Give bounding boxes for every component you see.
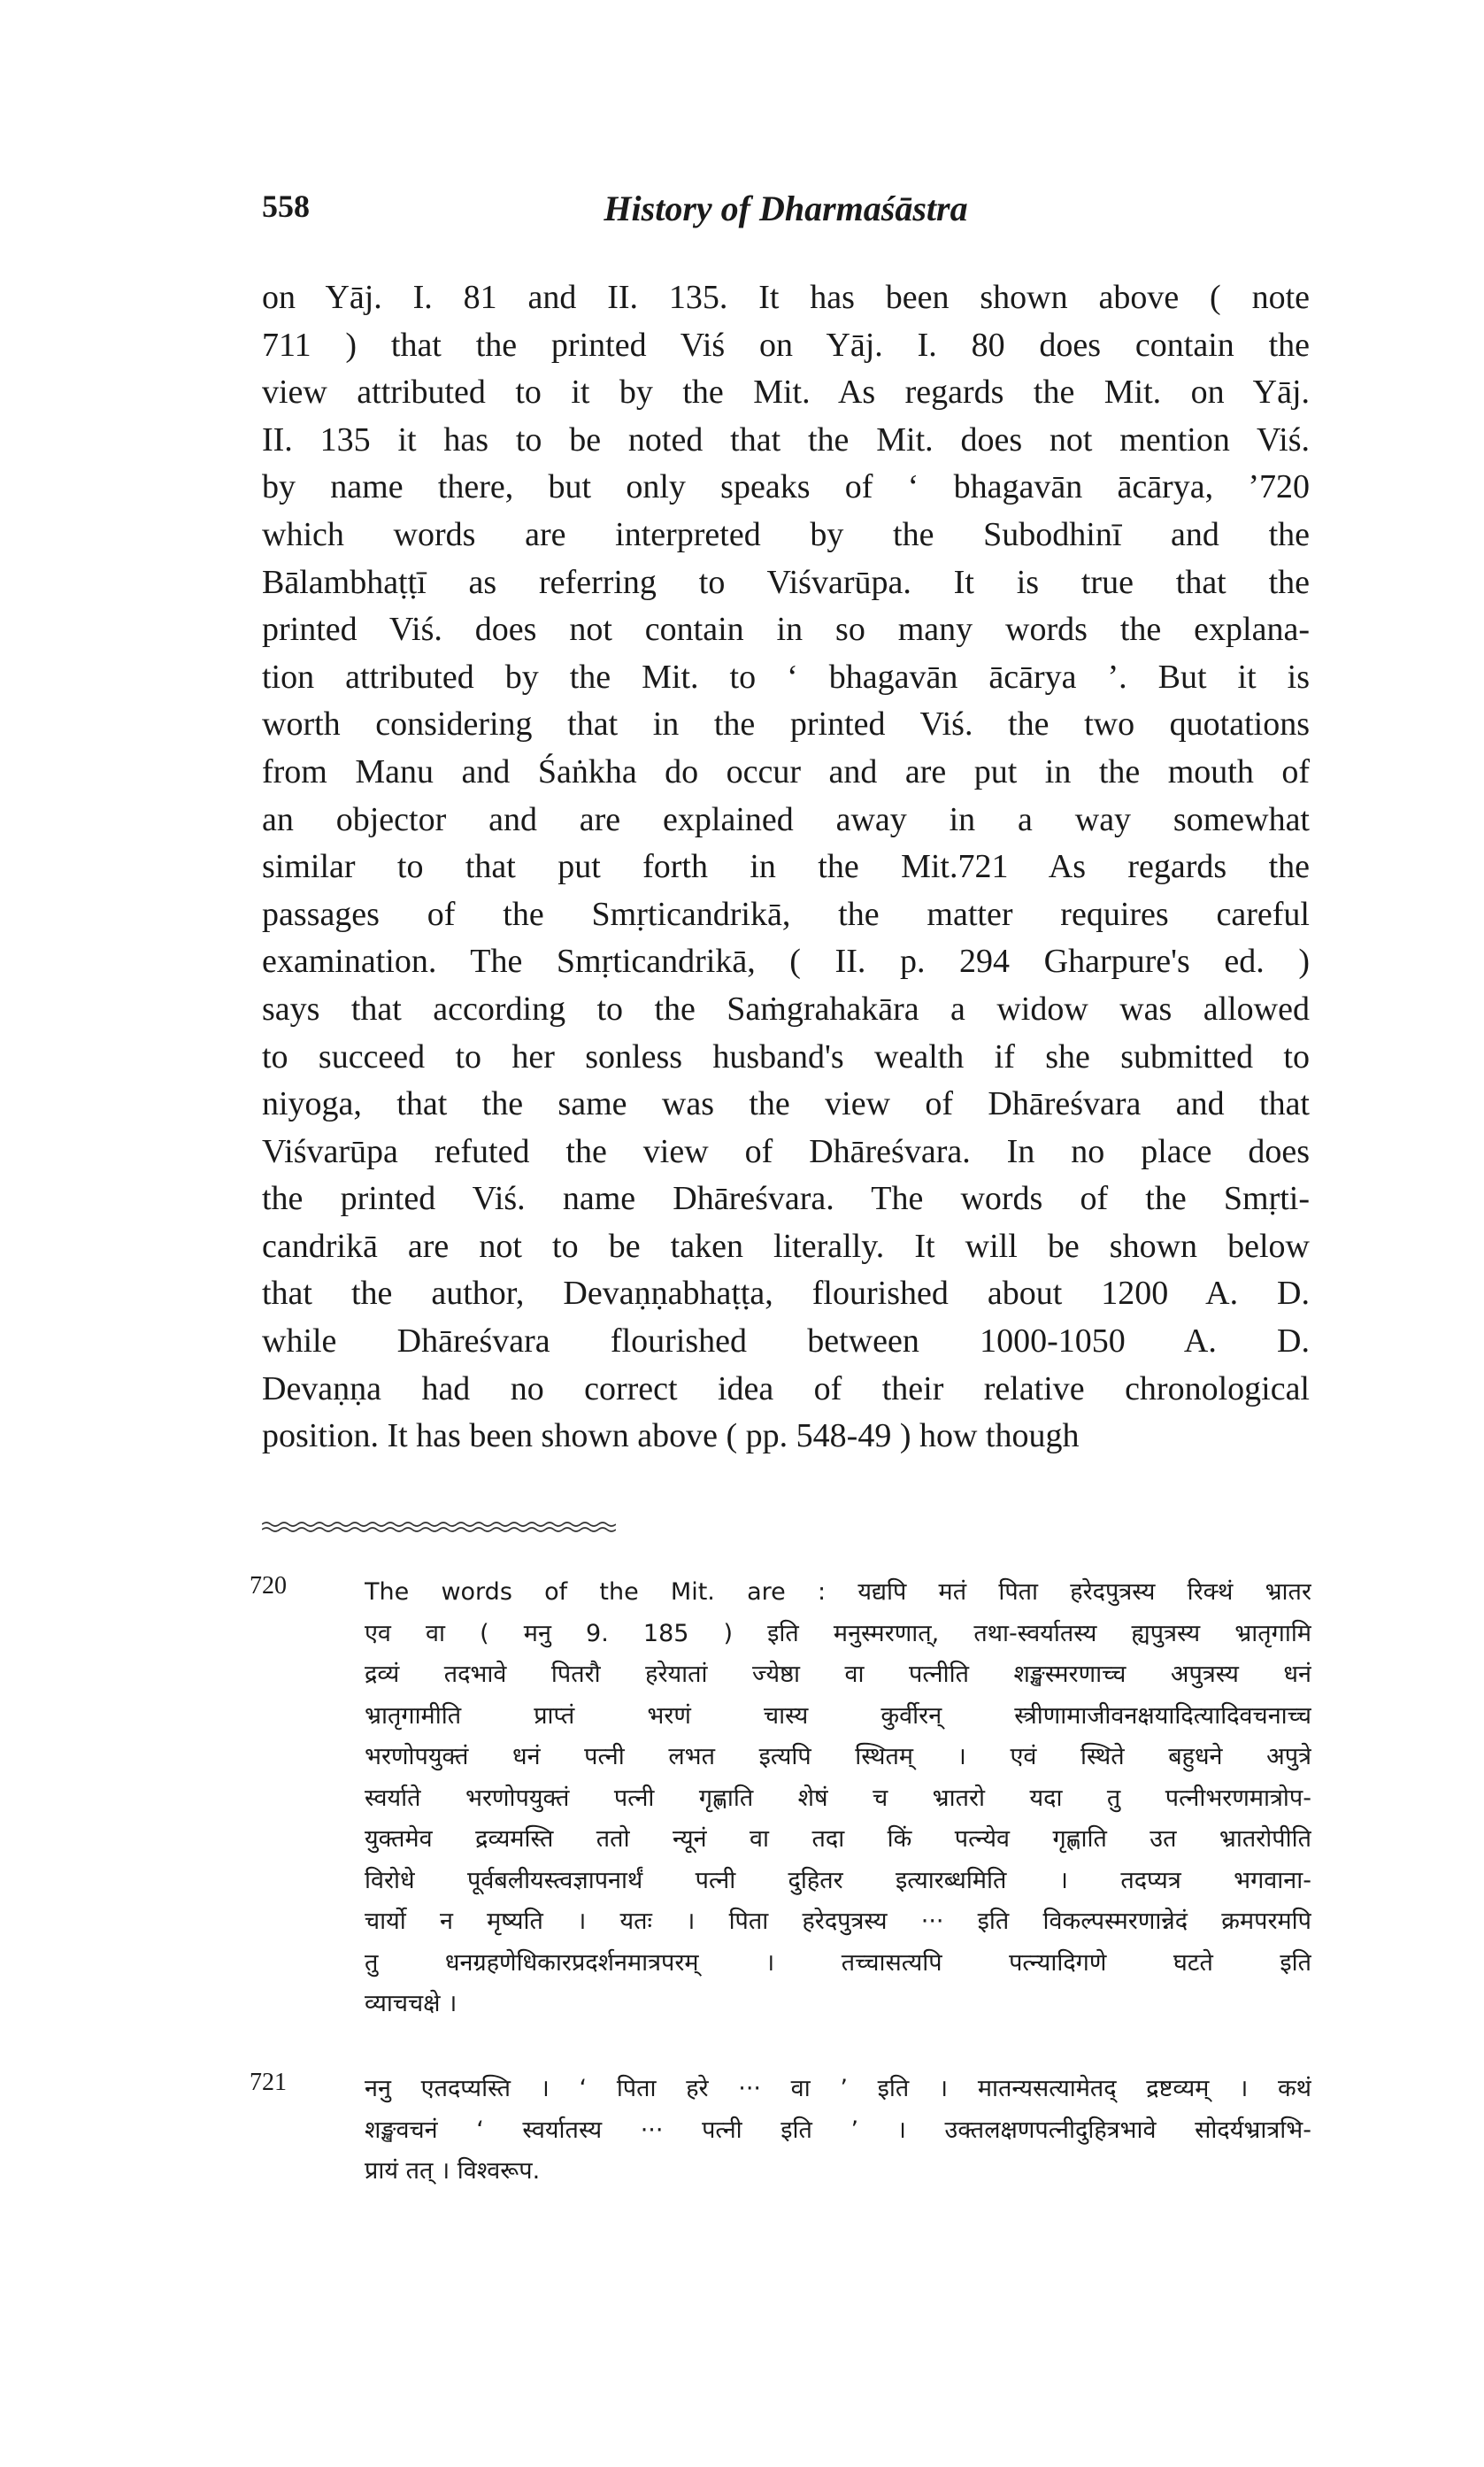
text-line: by name there, but only speaks of ‘ bhagavān ācārya, ’720	[262, 468, 1310, 506]
footnote-line: भ्रातृगामीति प्राप्तं भरणं चास्य कुर्वीरन् स्त्रीणामाजीवनक्षयादित्यादिवचनाच्च	[365, 1701, 1311, 1730]
text-line: the printed Viś. name Dhāreśvara. The words of the Smṛti-	[262, 1180, 1310, 1218]
footnote-text	[365, 1572, 1311, 2025]
footnote-line: The words of the Mit. are : यद्यपि मतं पिता हरेदपुत्रस्य रिक्थं भ्रातर	[365, 1578, 1311, 1606]
text-line: says that according to the Saṁgrahakāra a widow was allowed	[262, 990, 1310, 1028]
main-text	[262, 274, 1310, 1461]
footnote-text	[365, 2069, 1311, 2193]
text-line: similar to that put forth in the Mit.721 As regards the	[262, 848, 1310, 886]
footnote-line: भरणोपयुक्तं धनं पत्नी लभत इत्यपि स्थितम् । एवं स्थिते बहुधने अपुत्रे	[365, 1743, 1311, 1770]
footnote-line: तु धनग्रहणेधिकारप्रदर्शनमात्रपरम् । तच्चासत्यपि पत्न्यादिगणे घटते इति	[365, 1948, 1311, 1977]
text-line: position. It has been shown above ( pp. 548-49 ) how though	[262, 1417, 1080, 1455]
footnote-line: एव वा ( मनु 9. 185 ) इति मनुस्मरणात्, तथा-स्वर्यातस्य ह्यपुत्रस्य भ्रातृगामि	[365, 1619, 1311, 1647]
text-line: candrikā are not to be taken literally. It will be shown below	[262, 1227, 1310, 1265]
page-number: 558	[262, 189, 310, 224]
text-line: which words are interpreted by the Subodhinī and the	[262, 515, 1310, 553]
text-line: 711 ) that the printed Viś on Yāj. I. 80 does contain the	[262, 326, 1310, 364]
footnote-line: ननु एतदप्यस्ति । ‘ पिता हरे ··· वा ’ इति । मातन्यसत्यामेतद् द्रष्टव्यम् । कथं	[365, 2075, 1311, 2102]
footnote-line: चार्यो न मृष्यति । यतः । पिता हरेदपुत्रस्य ··· इति विकल्पस्मरणान्नेदं क्रमपरमपि	[365, 1908, 1311, 1935]
footnote-line: व्याचचक्षे ।	[365, 1990, 458, 2017]
running-title: History of Dharmaśāstra	[604, 189, 968, 228]
footnote-number: 721	[250, 2069, 287, 2096]
text-line: passages of the Smṛticandrikā, the matter requires careful	[262, 895, 1310, 933]
footnote-line: प्रायं तत् । विश्वरूप.	[365, 2157, 541, 2185]
text-line: tion attributed by the Mit. to ‘ bhagavān ācārya ’. But it is	[262, 658, 1310, 696]
text-line: examination. The Smṛticandrikā, ( II. p. 294 Gharpure's ed. )	[262, 943, 1310, 981]
text-line: view attributed to it by the Mit. As regards the Mit. on Yāj.	[262, 374, 1310, 412]
text-line: on Yāj. I. 81 and II. 135. It has been shown above ( note	[262, 279, 1310, 316]
text-line: an objector and are explained away in a way somewhat	[262, 800, 1310, 838]
page-header	[262, 188, 1310, 241]
text-line: worth considering that in the printed Viś. the two quotations	[262, 705, 1310, 744]
footnote-line: स्वर्याते भरणोपयुक्तं पत्नी गृह्णाति शेषं च भ्रातरो यदा तु पत्नीभरणमात्रोप-	[365, 1784, 1311, 1812]
footnote-number: 720	[250, 1572, 287, 1600]
footnote-line: युक्तमेव द्रव्यमस्ति ततो न्यूनं वा तदा किं पत्न्येव गृह्णाति उत भ्रातरोपीति	[365, 1825, 1311, 1853]
footnote-separator	[262, 1521, 616, 1533]
text-line: that the author, Devaṇṇabhaṭṭa, flourished about 1200 A. D.	[262, 1275, 1310, 1313]
footnote-line: द्रव्यं तदभावे पितरौ हरेयातां ज्येष्ठा वा पत्नीति शङ्खस्मरणाच्च अपुत्रस्य धनं	[365, 1661, 1311, 1688]
text-line: Bālambhaṭṭī as referring to Viśvarūpa. It is true that the	[262, 563, 1310, 601]
text-line: Viśvarūpa refuted the view of Dhāreśvara. In no place does	[262, 1132, 1310, 1170]
text-line: from Manu and Śaṅkha do occur and are put in the mouth of	[262, 752, 1310, 790]
text-line: printed Viś. does not contain in so many words the explana-	[262, 611, 1310, 649]
text-line: to succeed to her sonless husband's wealth if she submitted to	[262, 1037, 1310, 1075]
text-line: Devaṇṇa had no correct idea of their relative chronological	[262, 1369, 1310, 1407]
text-line: niyoga, that the same was the view of Dhāreśvara and that	[262, 1085, 1310, 1123]
text-line: II. 135 it has to be noted that the Mit. does not mention Viś.	[262, 420, 1310, 459]
footnote-line: विरोधे पूर्वबलीयस्त्वज्ञापनार्थं पत्नी दुहितर इत्यारब्धमिति । तदप्यत्र भगवाना-	[365, 1866, 1311, 1894]
footnote-line: शङ्खवचनं ‘ स्वर्यातस्य ··· पत्नी इति ’ । उक्तलक्षणपत्नीदुहित्रभावे सोदर्यभ्रात्रभि-	[365, 2116, 1311, 2144]
text-line: while Dhāreśvara flourished between 1000-1050 A. D.	[262, 1322, 1310, 1361]
